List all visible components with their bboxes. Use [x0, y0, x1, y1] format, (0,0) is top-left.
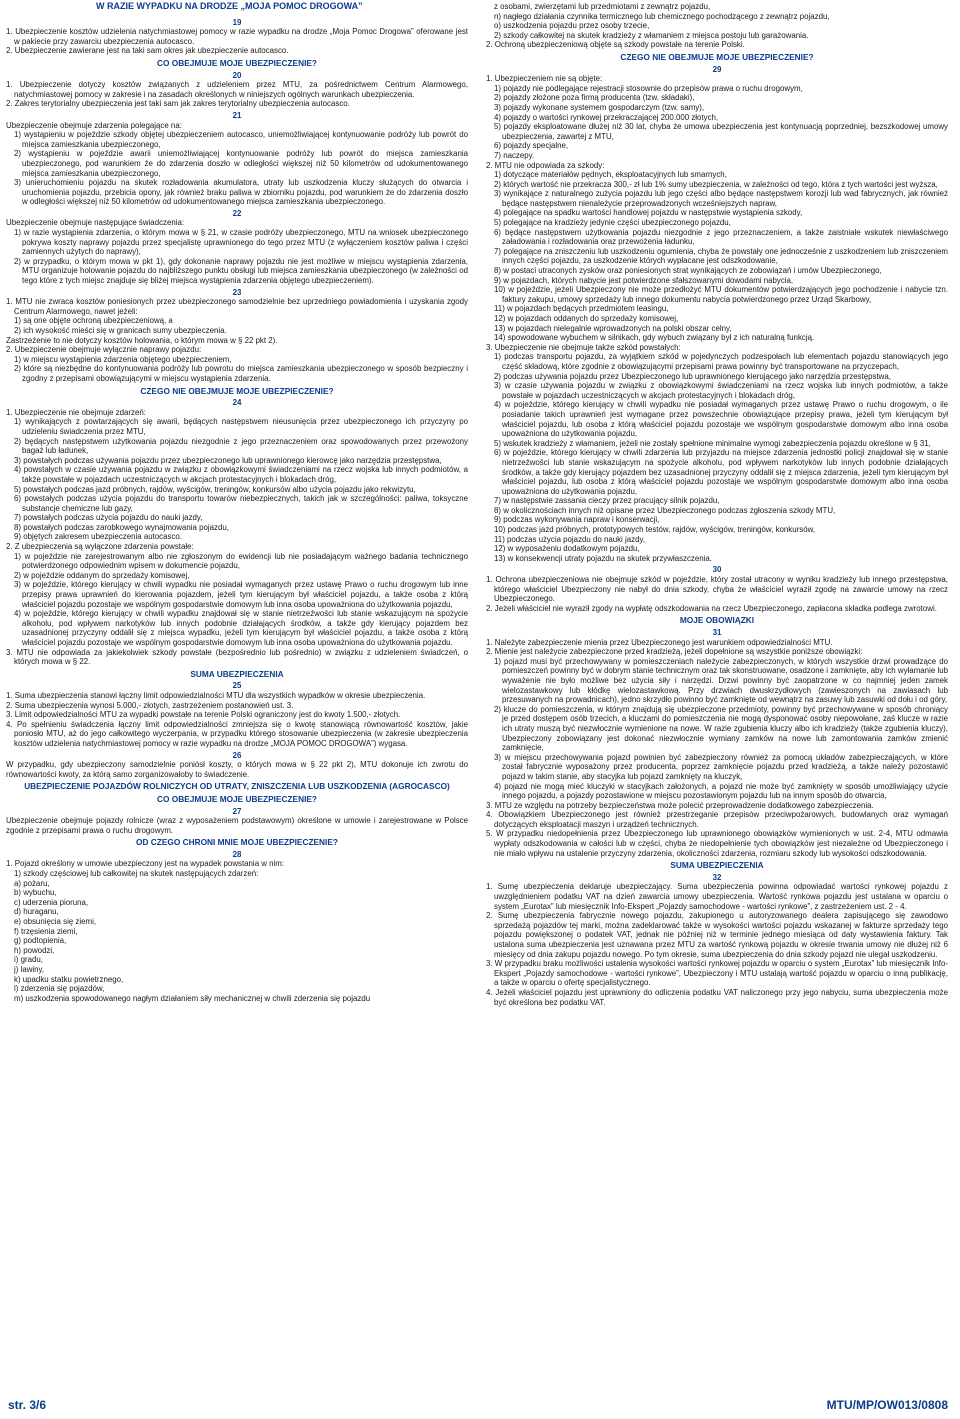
list-item: 1) wynikających z powtarzających się awarii, będących następstwem nieusunięcia przez ubezpieczonego ich przyczyny po udzieleniu świadczenia przez MTU, [14, 417, 468, 436]
section-heading: MOJE OBOWIĄZKI [679, 615, 755, 626]
paragraph: 1. Suma ubezpieczenia stanowi łączny limit odpowiedzialności MTU dla wszystkich wypadków w okresie ubezpieczenia. [6, 690, 426, 700]
list-item: h) powodzi, [14, 945, 55, 955]
section-number: 23 [232, 287, 242, 297]
list-item: o) uszkodzenia pojazdu przez osoby trzecie, [494, 21, 650, 31]
paragraph: 4. Jeżeli właściciel pojazdu jest uprawniony do odliczenia podatku VAT naliczonego przy jego nabyciu, suma ubezpieczenia może być określona bez podatku VAT. [486, 987, 948, 1007]
list-item: 3) wynikające z naturalnego zużycia pojazdu lub jego części albo będące następstwem korozji lub wad fabrycznych, jak również będące następstwem nienależycie przeprowadzonych wcześniejszych napraw, [494, 189, 948, 208]
list-item: 2) klucze do pomieszczenia, w którym znajdują się ubezpieczone przedmioty, powinny być przechowywane w sposób chroniący je przed dostępem osób trzecich, a kluczami do pomieszczenia nie mogą dysponować osoby niepowołane, zaś klucze w razie ich utraty muszą być niezwłocznie wymienione na nowe. W razie zgubienia kluczy albo ich kradzieży (także zgubienia kluczy), Ubezpieczony zobowiązany jest dokonać niezwłocznie wymiany zamków na nowe lub zamontowania zamków zmienić zamknięcie, [494, 704, 948, 753]
list-item: 2) ich wysokość mieści się w granicach sumy ubezpieczenia. [14, 326, 227, 335]
list-item: d) huraganu, [14, 907, 59, 917]
paragraph: 2. Ubezpieczenie obejmuje wyłącznie naprawy pojazdu: [6, 345, 202, 355]
document-code: MTU/MP/OW013/0808 [826, 1398, 948, 1412]
list-item: e) obsunięcia się ziemi, [14, 917, 97, 927]
paragraph: 4. Po spełnieniu świadczenia łączny limit odpowiedzialności zmniejsza się o kwotę stanowiącą równowartość kosztów, jakie poniosło MTU, aż do jego całkowitego wyczerpania, w przypadku którego stosowanie ubezpieczenia (w zakresie ubezpieczenia kosztów udzielenia natychmiastowej pomocy w razie wypadku na drodze „MOJA POMOC DROGOWA”) wygasa. [6, 719, 468, 748]
paragraph: 1. Ubezpieczenie dotyczy kosztów związanych z udzieleniem przez MTU, za pośrednictwem Centrum Alarmowego, natychmiastowej pomocy w zakresie i na zasadach określonych w niniejszych ogólnych warunkach ubezpieczenia. [6, 80, 468, 99]
section-heading: UBEZPIECZENIE POJAZDÓW ROLNICZYCH OD UTRATY, ZNISZCZENIA LUB USZKODZENIA (AGROCASCO) [24, 781, 450, 792]
list-item: g) podtopienia, [14, 936, 67, 946]
list-item: f) trzęsienia ziemi, [14, 926, 78, 936]
list-item: 6) będące następstwem użytkowania pojazdu niezgodnie z jego przeznaczeniem, a także zaistniałe wskutek niewłaściwego załadowania i rozładowania oraz przewożenia ładunku, [494, 227, 948, 247]
list-item: 10) podczas jazd próbnych, prototypowych testów, rajdów, wyścigów, treningów, konkursów, [494, 525, 816, 535]
list-item: 5) powstałych podczas jazd próbnych, rajdów, wyścigów, treningów, konkursów albo użycia pojazdu jako rekwizytu, [14, 484, 416, 494]
section-heading: CO OBEJMUJE MOJE UBEZPIECZENIE? [157, 793, 317, 804]
list-item: 13) w konsekwencji utraty pojazdu na skutek przywłaszczenia. [494, 553, 712, 563]
section-number: 30 [712, 565, 722, 575]
paragraph: 1. MTU nie zwraca kosztów poniesionych przez ubezpieczonego samodzielnie bez uprzedniego powiadomienia i uzyskania zgody Centrum Alarmowego, nawet jeżeli: [6, 297, 468, 316]
list-item: 2) będących następstwem użytkowania pojazdu niezgodnie z jego przeznaczeniem oraz spowodowanych przez przewożony bagaż lub ładunek, [14, 436, 468, 456]
section-number: 32 [712, 872, 722, 882]
list-item: 1) pojazdy nie podlegające rejestracji stosownie do przepisów prawa o ruchu drogowym, [494, 83, 803, 93]
list-item: 1) podczas transportu pojazdu, za wyjątkiem szkód w pojedynczych podzespołach lub elementach pojazdu stanowiących jego część składową, które zgodnie z obowiązującymi przepisami prawa powinny być transportowane na przyczepach, [494, 352, 948, 371]
paragraph: 3. MTU nie odpowiada za jakiekolwiek szkody powstałe (bezpośrednio lub pośrednio) w związku z udzieleniem świadczeń, o których mowa w § 22. [6, 647, 468, 667]
list-item: 5) polegające na kradzieży jedynie części ubezpieczonego pojazdu, [494, 218, 731, 228]
paragraph: Zastrzeżenie to nie dotyczy kosztów holowania, o którym mowa w § 22 pkt 2). [6, 335, 278, 345]
list-item: 6) w pojeździe, którego kierujący w chwili zdarzenia lub przyjazdu na miejsce zdarzenia jednostki policji znajdował się w stanie nietrzeźwości lub stanie wskazującym na spożycie alkoholu, pod wpływem narkotyków lub innych podobnie działających środków, a także gdy kierujący pojazdem bez uzasadnionej przyczyny oddalił się z miejsca zdarzenia, jeżeli tym kierującym był właściciel pojazdu, lub osoba z którą właściciel pojazdu pozostaje we wspólnym gospodarstwie domowym albo inna osoba upoważniona do użytkowania pojazdu, [494, 448, 948, 496]
list-item: 3) pojazdy wykonane systemem gospodarczym (tzw. samy), [494, 102, 705, 112]
section-heading: OD CZEGO CHRONI MNIE MOJE UBEZPIECZENIE? [136, 837, 338, 848]
paragraph: 2. MTU nie odpowiada za szkody: [486, 160, 605, 170]
list-item: 1) wystąpieniu w pojeździe szkody objętej ubezpieczeniem autocasco, uniemożliwiającej kontynuowanie podróży lub powrót do miejsca zamieszkania ubezpieczonego, [14, 130, 468, 149]
left-column [6, 2, 468, 1382]
section-number: 19 [232, 17, 242, 27]
paragraph: 3. MTU ze względu na potrzeby bezpieczeństwa może polecić przeprowadzenie dodatkowego zabezpieczenia. [486, 800, 874, 810]
section-number: 28 [232, 849, 242, 859]
list-item: 4) polegające na spadku wartości handlowej pojazdu w następstwie wystąpienia szkody, [494, 208, 803, 218]
paragraph: 2. Ochroną ubezpieczeniową objęte są szkody powstałe na terenie Polski. [486, 40, 745, 50]
paragraph: 2. Mienie jest należycie zabezpieczone przed kradzieżą, jeżeli dopełnione są wszystkie poniższe obowiązki: [486, 647, 863, 657]
list-item: 1) w miejscu wystąpienia zdarzenia objętego ubezpieczeniem, [14, 354, 232, 364]
list-item: 8) powstałych podczas zarobkowego wynajmowania pojazdu, [14, 522, 229, 532]
paragraph: 2. Sumę ubezpieczenia fabrycznie nowego pojazdu, zakupionego u autoryzowanego dealera zapisującego się zawodowo sprzedażą pojazdów tej marki, można zadeklarować także w wysokości wartości pojazdu wskazanej w fakturze sprzedaży tego pojazdu powiększonej o podatek VAT, jednak nie później niż w terminie jednego miesiąca od daty wystawienia faktury. Tak ustalona suma ubezpieczenia jest uznawana przez MTU za wartość rynkową pojazdu w okresie trwania umowy nie dłużej niż 6 miesięcy od dnia zakupu pojazdu nowego. Po tym okresie, suma ubezpieczenia do dnia szkody pojazd nie ulegał uszkodzeniu. [486, 911, 948, 959]
list-item: 4) pojazdy o wartości rynkowej przekraczającej 200.000 złotych, [494, 112, 719, 122]
paragraph: 4. Obowiązkiem Ubezpieczonego jest również przestrzeganie przepisów przeciwpożarowych, budowlanych oraz wymagań dotyczących eksploatacji maszyn i urządzeń technicznych. [486, 810, 948, 829]
section-number: 22 [232, 208, 242, 218]
list-item: 12) w wyposażeniu dodatkowym pojazdu, [494, 544, 640, 554]
list-item: 14) spowodowane wybuchem w silnikach, gdy wybuch związany był z ich naturalną funkcją. [494, 333, 815, 343]
list-item: l) zderzenia się pojazdów, [14, 984, 105, 994]
right-column [486, 2, 948, 1382]
document-title: W RAZIE WYPADKU NA DRODZE „MOJA POMOC DROGOWA” [96, 2, 363, 11]
section-number: 20 [232, 70, 242, 80]
list-item: b) wybuchu, [14, 888, 57, 898]
paragraph: W przypadku, gdy ubezpieczony samodzielnie poniósł koszty, o których mowa w § 22 pkt 2), MTU dokonuje ich zwrotu do równowartości kwoty, za którą samo zorganizowałoby to świadczenie. [6, 760, 468, 779]
section-heading: SUMA UBEZPIECZENIA [190, 668, 284, 679]
list-item: 3) w czasie używania pojazdu w związku z obowiązkowymi świadczeniami na rzecz wojska lub innych podmiotów, a także powstałe w pojazdach uczestniczących w akcjach protestacyjnych i blokadach dróg, [494, 381, 948, 400]
list-item: j) lawiny, [14, 965, 45, 974]
list-item: 7) powstałych podczas użycia pojazdu do nauki jazdy, [14, 513, 203, 523]
section-heading: SUMA UBEZPIECZENIA [670, 860, 764, 871]
page-number: str. 3/6 [8, 1398, 47, 1412]
list-item: 4) powstałych w czasie używania pojazdu w związku z obowiązkowymi świadczeniami na rzecz wojska lub innych podmiotów, a także powstałe w pojazdach uczestniczących w akcjach protestacyjnych i blokadach dróg, [14, 465, 468, 484]
list-item: 3) w miejscu przechowywania pojazd powinien być zabezpieczony również za pomocą układów zabezpieczających, w które został fabrycznie wyposażony przez producenta, poprzez zamknięcie pojazdu przed kradzieżą, a także należy pozostawić pojazd w takim stanie, aby stacyjka lub pojazd zamknięty na kluczyk, [494, 752, 948, 781]
section-heading: CO OBEJMUJE MOJE UBEZPIECZENIE? [157, 57, 317, 68]
list-item: 2) w przypadku, o którym mowa w pkt 1), gdy dokonanie naprawy pojazdu nie jest możliwe w miejscu wystąpienia zdarzenia, MTU organizuje holowanie pojazdu do najbliższego punktu obsługi lub miejsca zamieszkania ubezpieczonego (w zależności od tego które z tych miejsc znajduje się bliżej miejsca wystąpienia zdarzenia objętego ubezpieczeniem). [14, 256, 468, 286]
paragraph: Ubezpieczenie obejmuje następujące świadczenia: [6, 218, 185, 228]
list-item: 12) w pojazdach oddanych do sprzedaży komisowej, [494, 314, 679, 323]
list-item: 7) w następstwie zassania cieczy przez pracujący silnik pojazdu, [494, 496, 720, 506]
list-item: 2) które są niezbędne do kontynuowania podróży lub powrotu do miejsca zamieszkania ubezpieczonego w sposób bezpieczny i zgodny z przepisami obowiązującymi w miejscu wystąpienia zdarzenia. [14, 364, 468, 383]
list-item: 10) w pojeździe, jeżeli Ubezpieczony nie może przedłożyć MTU dokumentów potwierdzających jego pochodzenie i nabycie tzn. faktury zakupu, umowy sprzedaży lub innego dokumentu nabycia potwierdzonego przez Urząd Skarbowy, [494, 285, 948, 304]
list-item: 8) w okolicznościach innych niż opisane przez Ubezpieczonego podczas zgłoszenia szkody MTU, [494, 505, 836, 515]
section-heading: CZEGO NIE OBEJMUJE MOJE UBEZPIECZENIE? [140, 385, 334, 396]
paragraph: 3. Ubezpieczenie nie obejmuje także szkód powstałych: [486, 342, 681, 352]
section-number: 26 [232, 750, 242, 760]
section-number: 29 [712, 64, 722, 74]
paragraph: 1. Ubezpieczenie kosztów udzielenia natychmiastowej pomocy w razie wypadku na drodze „Moja Pomoc Drogowa” oferowane jest w pakiecie przy zawarciu ubezpieczenia autocasco. [6, 27, 468, 46]
list-item: 2) podczas używania pojazdu przez Ubezpieczonego lub uprawnionego kierującego jako narzędzia przestępstwa, [494, 371, 891, 381]
list-item: 9) objętych zakresem ubezpieczenia autocasco. [14, 532, 182, 542]
paragraph: 1. Sumę ubezpieczenia deklaruje ubezpieczający. Suma ubezpieczenia powinna odpowiadać wartości rynkowej pojazdu z uwzględnieniem podatku VAT na dzień zawarcia umowy ubezpieczenia. Wartość rynkowa pojazdu jest ustalana w oparciu o system „Eurotax” lub miesięcznik Info-Ekspert „Pojazdy samochodowe - wartości rynkowe”, z zastrzeżeniem ust. 2 - 4. [486, 882, 948, 911]
paragraph: 3. Limit odpowiedzialności MTU za wypadki powstałe na terenie Polski ograniczony jest do kwoty 1.500,- złotych. [6, 710, 401, 720]
section-number: 27 [232, 806, 242, 816]
list-item: z osobami, zwierzętami lub przedmiotami z zewnątrz pojazdu, [494, 2, 711, 11]
paragraph: 2. Ubezpieczenie zawierane jest na taki sam okres jak ubezpieczenie autocasco. [6, 46, 289, 56]
list-item: 3) unieruchomieniu pojazdu na skutek rozładowania akumulatora, utraty lub uszkodzenia kluczy służących do otwarcia i uruchomienia pojazdu, przebicia opony, jak również braku paliwa w zbiorniku pojazdu, pod warunkiem że do zdarzenia doszło w odległości większej niż 50 kilometrów od udokumentowanego miejsca zamieszkania ubezpieczonego. [14, 178, 468, 207]
list-item: 11) podczas użycia pojazdu do nauki jazdy, [494, 534, 646, 544]
list-item: 13) w pojazdach nielegalnie wprowadzonych na polski obszar celny, [494, 323, 732, 333]
list-item: 3) w pojeździe, którego kierujący w chwili wypadku nie posiadał wymaganych przez ustawę Prawo o ruchu drogowym lub inne przepisy prawa uprawnień do kierowania pojazdem, jeżeli tym kierującym był właściciel pojazdu, a także osoba z którą właściciel pojazdu pozostaje we wspólnym gospodarstwie domowym lub inna osoba upoważniona do użytkowania pojazdu, [14, 580, 468, 609]
paragraph: 1. Ubezpieczeniem nie są objęte: [486, 74, 603, 84]
list-item: i) gradu, [14, 955, 43, 965]
list-item: 2) szkody całkowitej na skutek kradzieży z włamaniem z miejsca postoju lub garażowania. [494, 30, 809, 40]
list-item: 2) których wartość nie przekracza 300,- zł lub 1% sumy ubezpieczenia, w zależności od tego, która z tych wartości jest wyższa, [494, 179, 938, 189]
list-item: m) uszkodzenia spowodowanego nagłym działaniem siły mechanicznej w chwili zderzenia się pojazdu [14, 993, 371, 1003]
paragraph: 1. Ubezpieczenie nie obejmuje zdarzeń: [6, 407, 146, 417]
paragraph: 1. Należyte zabezpieczenie mienia przez Ubezpieczonego jest warunkiem odpowiedzialności MTU. [486, 637, 833, 647]
list-item: 5) wskutek kradzieży z włamaniem, jeżeli nie zostały spełnione minimalne wymogi zabezpieczenia pojazdu określone w § 31, [494, 438, 931, 448]
list-item: 2) wystąpieniu w pojeździe awarii uniemożliwiającej kontynuowanie podróży lub powrót do miejsca zamieszkania ubezpieczonego, pod warunkiem że do zdarzenia doszło w odległości większej niż 50 kilometrów od udokumentowanego miejsca zamieszkania ubezpieczonego, [14, 149, 468, 178]
paragraph: 1. Ochrona ubezpieczeniowa nie obejmuje szkód w pojeździe, który został utracony w wyniku kradzieży lub innego przestępstwa, którego właściciel Ubezpieczony nie nabył do dnia szkody, chyba że właściciel wyraził zgodę na zawarcie umowy na rzecz Ubezpieczonego. [486, 575, 948, 604]
list-item: 4) w pojeździe, którego kierujący w chwili wypadku znajdował się w stanie nietrzeźwości lub stanie wskazującym na spożycie alkoholu, pod wpływem narkotyków lub innych podobnie działających środków, a także gdy kierujący pojazdem bez uzasadnionej przyczyny oddalił się z miejsca wypadku, jeżeli tym kierującym był właściciel pojazdu, a także osoba z którą właściciel pojazdu pozostaje we wspólnym gospodarstwie domowym lub inna osoba upoważniona do użytkowania pojazdu. [14, 609, 468, 647]
list-item: n) nagłego działania czynnika termicznego lub chemicznego pochodzącego z zewnątrz pojazdu, [494, 11, 830, 21]
paragraph: 2. Jeżeli właściciel nie wyraził zgody na wypłatę odszkodowania na rzecz Ubezpieczonego, zapłacona składka podlega zwrotowi. [486, 603, 937, 613]
paragraph: 2. Z ubezpieczenia są wyłączone zdarzenia powstałe: [6, 542, 194, 552]
list-item: 7) polegające na zniszczeniu lub uszkodzeniu ogumienia, chyba że powstały one jednocześnie z uszkodzeniem lub zniszczeniem innych części pojazdu, za uszkodzenie których wypłacane jest odszkodowanie, [494, 246, 948, 266]
list-item: c) uderzenia pioruna, [14, 897, 89, 907]
list-item: 3) powstałych podczas używania pojazdu przez ubezpieczonego lub uprawnionego kierowcę jako narzędzia przestępstwa, [14, 455, 442, 465]
list-item: 4) w pojeździe, którego kierujący w chwili wypadku nie posiadał wymaganych przez ustawę Prawo o ruchu drogowym, o ile posiadanie takich uprawnień jest wymagane przez powszechnie obowiązujące przepisy prawa, jeżeli tym kierującym był właściciel pojazdu, lub osoba z którą właściciel pojazdu pozostaje we wspólnym gospodarstwie domowym albo inna osoba upoważniona do użytkowania pojazdu, [494, 400, 948, 439]
list-item: 1) są one objęte ochroną ubezpieczeniową, a [14, 316, 173, 326]
list-item: 7) naczepy. [494, 150, 535, 160]
list-item: 4) pojazd nie mogą mieć kluczyki w stacyjkach założonych, a pojazd nie może być zamknięty w sposób umożliwiający użycie innego pojazdu, a pojazdy pozostawione w miejscu pozostawionym pojazdu lub na innym sposób do otwarcia, [494, 781, 948, 801]
paragraph: 5. W przypadku niedopełnienia przez Ubezpieczonego lub uprawnionego obowiązków wymienionych w ust. 2-4, MTU odmawia wypłaty odszkodowania w całości lub w części, chyba że niedopełnienie tych obowiązków jest niezależne od Ubezpieczonego i nie miało wpływu na ustalenie przyczyny zdarzenia, okoliczności zdarzenia, rozmiaru szkody lub wysokości odszkodowania. [486, 829, 948, 858]
paragraph: 2. Zakres terytorialny ubezpieczenia jest taki sam jak zakres terytorialny ubezpieczenia autocasco. [6, 99, 350, 109]
list-item: 1) szkody częściowej lub całkowitej na skutek następujących zdarzeń: [14, 869, 259, 879]
list-item: 8) w postaci utraconych zysków oraz poniesionych strat wynikających ze zobowiązań i umów Ubezpieczonego, [494, 266, 882, 276]
section-number: 25 [232, 681, 242, 691]
list-item: 1) pojazd musi być przechowywany w pomieszczeniach należycie zabezpieczonych, w których wszystkie drzwi prowadzące do pomieszczeń powinny być w dobrym stanie technicznym oraz tak skonstruowane, osadzone i zamknięte, aby ich wyłamanie lub wyważenie nie było możliwe bez użycia siły i narzędzi. Drzwi powinny być zaopatrzone w co najmniej jeden zamek wielozastawkowy lub kłódkę wielozastawkową. Przy drzwiach dwuskrzydłowych (zawieszonych na zawiasach lub przesuwanych na prowadnicach), jedno skrzydło powinno być zamknięte od wewnątrz na zasuwy lub zasuwki od dołu i od góry, [494, 656, 948, 705]
list-item: 1) w pojeździe nie zarejestrowanym albo nie zgłoszonym do ewidencji lub nie posiadającym ważnego badania technicznego potwierdzonego odpowiednim wpisem w dokumencie pojazdu, [14, 551, 468, 571]
section-number: 31 [712, 628, 722, 637]
list-item: a) pożaru, [14, 878, 50, 888]
list-item: k) upadku statku powietrznego, [14, 974, 124, 984]
list-item: 5) pojazdy eksploatowane dłużej niż 30 lat, chyba że umowa ubezpieczenia jest kontynuacją poprzedniej, bezszkodowej umowy ubezpieczenia, zawartej z MTU, [494, 122, 948, 141]
list-item: 2) pojazdy złożone poza firmą producenta (tzw. składaki), [494, 93, 695, 103]
list-item: 6) pojazdy specjalne, [494, 141, 569, 151]
section-number: 21 [232, 110, 242, 120]
paragraph: 1. Pojazd określony w umowie ubezpieczony jest na wypadek powstania w nim: [6, 859, 285, 869]
list-item: 11) w pojazdach będących przedmiotem leasingu, [494, 304, 669, 314]
paragraph: Ubezpieczenie obejmuje zdarzenia polegające na: [6, 120, 182, 130]
paragraph: Ubezpieczenie obejmuje pojazdy rolnicze (wraz z wyposażeniem podstawowym) określone w umowie i zarejestrowane w Polsce zgodnie z przepisami prawa o ruchu drogowym. [6, 816, 468, 835]
list-item: 1) dotyczące materiałów pędnych, eksploatacyjnych lub smarnych, [494, 170, 727, 180]
list-item: 9) w pojazdach, których nabycie jest potwierdzone sfałszowanymi dowodami nabycia, [494, 275, 794, 285]
list-item: 6) powstałych podczas użycia pojazdu do transportu towarów niebezpiecznych, takich jak w szczególności: paliwa, toksyczne substancje chemiczne lub gazy, [14, 494, 468, 513]
list-item: 9) podczas wykonywania napraw i konserwacji, [494, 515, 660, 525]
section-heading: CZEGO NIE OBEJMUJE MOJE UBEZPIECZENIE? [620, 51, 814, 62]
paragraph: 3. W przypadku braku możliwości ustalenia wysokości wartości rynkowej pojazdu w oparciu o system „Eurotax” lub miesięcznik Info-Ekspert „Pojazdy samochodowe - wartości rynkowe”, Ubezpieczony i MTU ustalają wartość pojazdu w oparciu o inną publikację, a także w oparciu o ofertę specjalistycznego. [486, 959, 948, 988]
section-number: 24 [232, 398, 242, 408]
list-item: 1) w razie wystąpienia zdarzenia, o którym mowa w § 21, w czasie podróży ubezpieczonego, MTU na wniosek ubezpieczonego pokrywa koszty naprawy pojazdu przez specjalistę uprawnionego do tego przez MTU (z wyłączeniem kosztów paliwa i części zamiennych użytych do naprawy), [14, 228, 468, 257]
paragraph: 2. Suma ubezpieczenia wynosi 5.000,- złotych, zastrzeżeniem postanowień ust. 3. [6, 700, 294, 710]
list-item: 2) w pojeździe oddanym do sprzedaży komisowej, [14, 570, 190, 580]
